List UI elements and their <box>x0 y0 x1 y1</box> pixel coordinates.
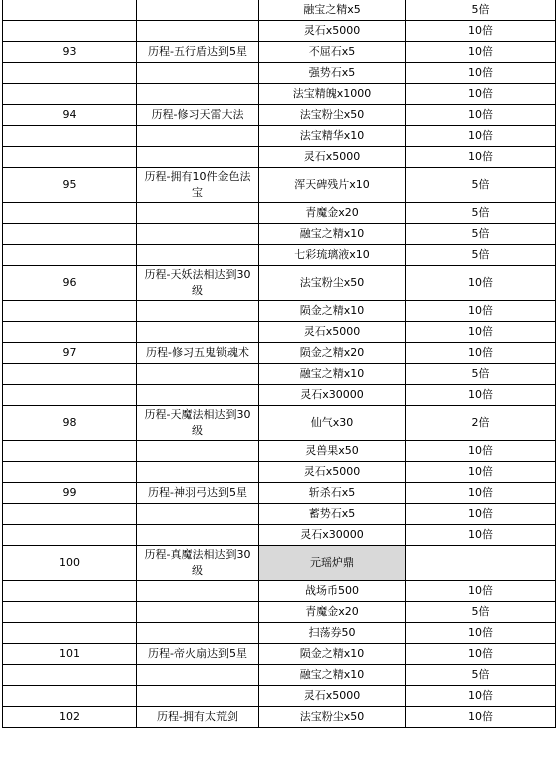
table-row <box>3 301 556 322</box>
milestone-name-cell <box>137 581 259 602</box>
reward-multiplier-cell: 5倍 <box>406 203 556 224</box>
milestone-number-cell: 100 <box>3 546 137 581</box>
milestone-name-cell: 历程-神羽弓达到5星 <box>137 483 259 504</box>
table-row <box>3 623 556 644</box>
reward-item-cell: 灵石x5000 <box>259 322 406 343</box>
reward-multiplier-cell: 10倍 <box>406 581 556 602</box>
reward-multiplier-cell: 10倍 <box>406 462 556 483</box>
reward-item-cell: 灵石x30000 <box>259 525 406 546</box>
reward-item-cell: 融宝之精x10 <box>259 224 406 245</box>
reward-multiplier-cell: 10倍 <box>406 441 556 462</box>
reward-multiplier-cell: 10倍 <box>406 385 556 406</box>
reward-item-cell: 元瑶炉鼎 <box>259 546 406 581</box>
milestone-number-cell: 99 <box>3 483 137 504</box>
reward-item-cell: 青魔金x20 <box>259 203 406 224</box>
reward-multiplier-cell: 10倍 <box>406 301 556 322</box>
reward-multiplier-cell: 10倍 <box>406 686 556 707</box>
reward-multiplier-cell: 10倍 <box>406 322 556 343</box>
table-body <box>3 0 556 728</box>
milestone-number-cell <box>3 301 137 322</box>
table-row <box>3 126 556 147</box>
milestone-number-cell <box>3 21 137 42</box>
reward-multiplier-cell: 10倍 <box>406 126 556 147</box>
milestone-name-cell <box>137 245 259 266</box>
reward-item-cell: 陨金之精x10 <box>259 644 406 665</box>
milestone-name-cell <box>137 441 259 462</box>
milestone-number-cell <box>3 525 137 546</box>
table-row <box>3 147 556 168</box>
milestone-name-cell: 历程-帝火扇达到5星 <box>137 644 259 665</box>
reward-item-cell: 青魔金x20 <box>259 602 406 623</box>
reward-item-cell: 法宝粉尘x50 <box>259 105 406 126</box>
milestone-name-cell: 历程-修习天雷大法 <box>137 105 259 126</box>
milestone-name-cell <box>137 203 259 224</box>
milestone-name-cell <box>137 602 259 623</box>
reward-multiplier-cell: 10倍 <box>406 63 556 84</box>
reward-multiplier-cell: 5倍 <box>406 0 556 21</box>
table-row <box>3 462 556 483</box>
reward-item-cell: 斩杀石x5 <box>259 483 406 504</box>
milestone-name-cell: 历程-真魔法相达到30级 <box>137 546 259 581</box>
milestone-number-cell <box>3 0 137 21</box>
reward-item-cell: 法宝精华x10 <box>259 126 406 147</box>
milestone-number-cell <box>3 385 137 406</box>
reward-item-cell: 扫荡券50 <box>259 623 406 644</box>
reward-multiplier-cell: 5倍 <box>406 168 556 203</box>
reward-multiplier-cell: 10倍 <box>406 644 556 665</box>
reward-item-cell: 战场币500 <box>259 581 406 602</box>
table-row <box>3 0 556 21</box>
reward-item-cell: 法宝粉尘x50 <box>259 707 406 728</box>
reward-multiplier-cell: 5倍 <box>406 364 556 385</box>
milestone-name-cell <box>137 462 259 483</box>
milestone-name-cell <box>137 224 259 245</box>
reward-item-cell: 灵石x5000 <box>259 147 406 168</box>
table-row <box>3 504 556 525</box>
table-row <box>3 385 556 406</box>
reward-table <box>2 0 556 728</box>
milestone-number-cell <box>3 462 137 483</box>
milestone-name-cell <box>137 301 259 322</box>
reward-item-cell: 法宝粉尘x50 <box>259 266 406 301</box>
table-row <box>3 224 556 245</box>
reward-item-cell: 蓄势石x5 <box>259 504 406 525</box>
table-row <box>3 322 556 343</box>
milestone-name-cell <box>137 84 259 105</box>
reward-multiplier-cell: 10倍 <box>406 623 556 644</box>
reward-multiplier-cell: 10倍 <box>406 84 556 105</box>
milestone-number-cell <box>3 441 137 462</box>
milestone-number-cell <box>3 245 137 266</box>
reward-multiplier-cell <box>406 546 556 581</box>
milestone-number-cell <box>3 84 137 105</box>
milestone-number-cell <box>3 602 137 623</box>
milestone-name-cell <box>137 623 259 644</box>
reward-item-cell: 融宝之精x5 <box>259 0 406 21</box>
milestone-name-cell <box>137 147 259 168</box>
reward-multiplier-cell: 10倍 <box>406 266 556 301</box>
table-row <box>3 203 556 224</box>
milestone-number-cell <box>3 364 137 385</box>
milestone-number-cell: 101 <box>3 644 137 665</box>
reward-multiplier-cell: 10倍 <box>406 147 556 168</box>
milestone-name-cell <box>137 385 259 406</box>
milestone-number-cell: 94 <box>3 105 137 126</box>
reward-item-cell: 陨金之精x20 <box>259 343 406 364</box>
table-row <box>3 602 556 623</box>
reward-item-cell: 融宝之精x10 <box>259 364 406 385</box>
reward-multiplier-cell: 5倍 <box>406 602 556 623</box>
reward-item-cell: 仙气x30 <box>259 406 406 441</box>
reward-item-cell: 法宝精魄x1000 <box>259 84 406 105</box>
milestone-name-cell <box>137 0 259 21</box>
table-row <box>3 406 556 441</box>
reward-multiplier-cell: 10倍 <box>406 483 556 504</box>
reward-multiplier-cell: 2倍 <box>406 406 556 441</box>
milestone-number-cell <box>3 203 137 224</box>
table-row <box>3 21 556 42</box>
milestone-name-cell <box>137 665 259 686</box>
reward-item-cell: 不屈石x5 <box>259 42 406 63</box>
milestone-number-cell <box>3 63 137 84</box>
table-row <box>3 364 556 385</box>
table-row <box>3 343 556 364</box>
milestone-name-cell: 历程-五行盾达到5星 <box>137 42 259 63</box>
milestone-number-cell <box>3 224 137 245</box>
milestone-name-cell <box>137 504 259 525</box>
milestone-name-cell: 历程-修习五鬼锁魂术 <box>137 343 259 364</box>
reward-item-cell: 灵石x5000 <box>259 21 406 42</box>
milestone-name-cell <box>137 525 259 546</box>
reward-item-cell: 灵兽果x50 <box>259 441 406 462</box>
reward-item-cell: 灵石x5000 <box>259 686 406 707</box>
table-row <box>3 84 556 105</box>
milestone-number-cell: 102 <box>3 707 137 728</box>
milestone-name-cell <box>137 322 259 343</box>
milestone-name-cell: 历程-拥有太荒剑 <box>137 707 259 728</box>
table-row <box>3 525 556 546</box>
milestone-number-cell <box>3 126 137 147</box>
milestone-number-cell <box>3 504 137 525</box>
milestone-name-cell <box>137 63 259 84</box>
milestone-name-cell: 历程-天妖法相达到30级 <box>137 266 259 301</box>
reward-multiplier-cell: 10倍 <box>406 42 556 63</box>
table-row <box>3 266 556 301</box>
reward-item-cell: 灵石x30000 <box>259 385 406 406</box>
reward-item-cell: 灵石x5000 <box>259 462 406 483</box>
milestone-number-cell: 98 <box>3 406 137 441</box>
milestone-name-cell <box>137 126 259 147</box>
table-row <box>3 105 556 126</box>
table-row <box>3 686 556 707</box>
table-row <box>3 63 556 84</box>
table-row <box>3 42 556 63</box>
table-row <box>3 707 556 728</box>
milestone-number-cell <box>3 665 137 686</box>
reward-multiplier-cell: 10倍 <box>406 525 556 546</box>
table-row <box>3 665 556 686</box>
reward-item-cell: 融宝之精x10 <box>259 665 406 686</box>
milestone-number-cell: 93 <box>3 42 137 63</box>
milestone-name-cell <box>137 686 259 707</box>
table-row <box>3 483 556 504</box>
table-row <box>3 168 556 203</box>
milestone-name-cell <box>137 21 259 42</box>
reward-multiplier-cell: 5倍 <box>406 245 556 266</box>
reward-item-cell: 陨金之精x10 <box>259 301 406 322</box>
milestone-number-cell: 97 <box>3 343 137 364</box>
reward-multiplier-cell: 10倍 <box>406 343 556 364</box>
reward-item-cell: 七彩琉璃液x10 <box>259 245 406 266</box>
reward-multiplier-cell: 5倍 <box>406 224 556 245</box>
reward-multiplier-cell: 5倍 <box>406 665 556 686</box>
reward-item-cell: 浑天碑残片x10 <box>259 168 406 203</box>
milestone-number-cell <box>3 322 137 343</box>
table-row <box>3 441 556 462</box>
table-row <box>3 546 556 581</box>
table-row <box>3 581 556 602</box>
table-row <box>3 644 556 665</box>
reward-multiplier-cell: 10倍 <box>406 105 556 126</box>
milestone-number-cell <box>3 581 137 602</box>
milestone-number-cell <box>3 623 137 644</box>
milestone-name-cell <box>137 364 259 385</box>
milestone-number-cell <box>3 147 137 168</box>
reward-item-cell: 强势石x5 <box>259 63 406 84</box>
reward-multiplier-cell: 10倍 <box>406 707 556 728</box>
milestone-number-cell <box>3 686 137 707</box>
milestone-number-cell: 95 <box>3 168 137 203</box>
reward-multiplier-cell: 10倍 <box>406 21 556 42</box>
milestone-number-cell: 96 <box>3 266 137 301</box>
reward-multiplier-cell: 10倍 <box>406 504 556 525</box>
table-row <box>3 245 556 266</box>
milestone-name-cell: 历程-拥有10件金色法宝 <box>137 168 259 203</box>
milestone-name-cell: 历程-天魔法相达到30级 <box>137 406 259 441</box>
